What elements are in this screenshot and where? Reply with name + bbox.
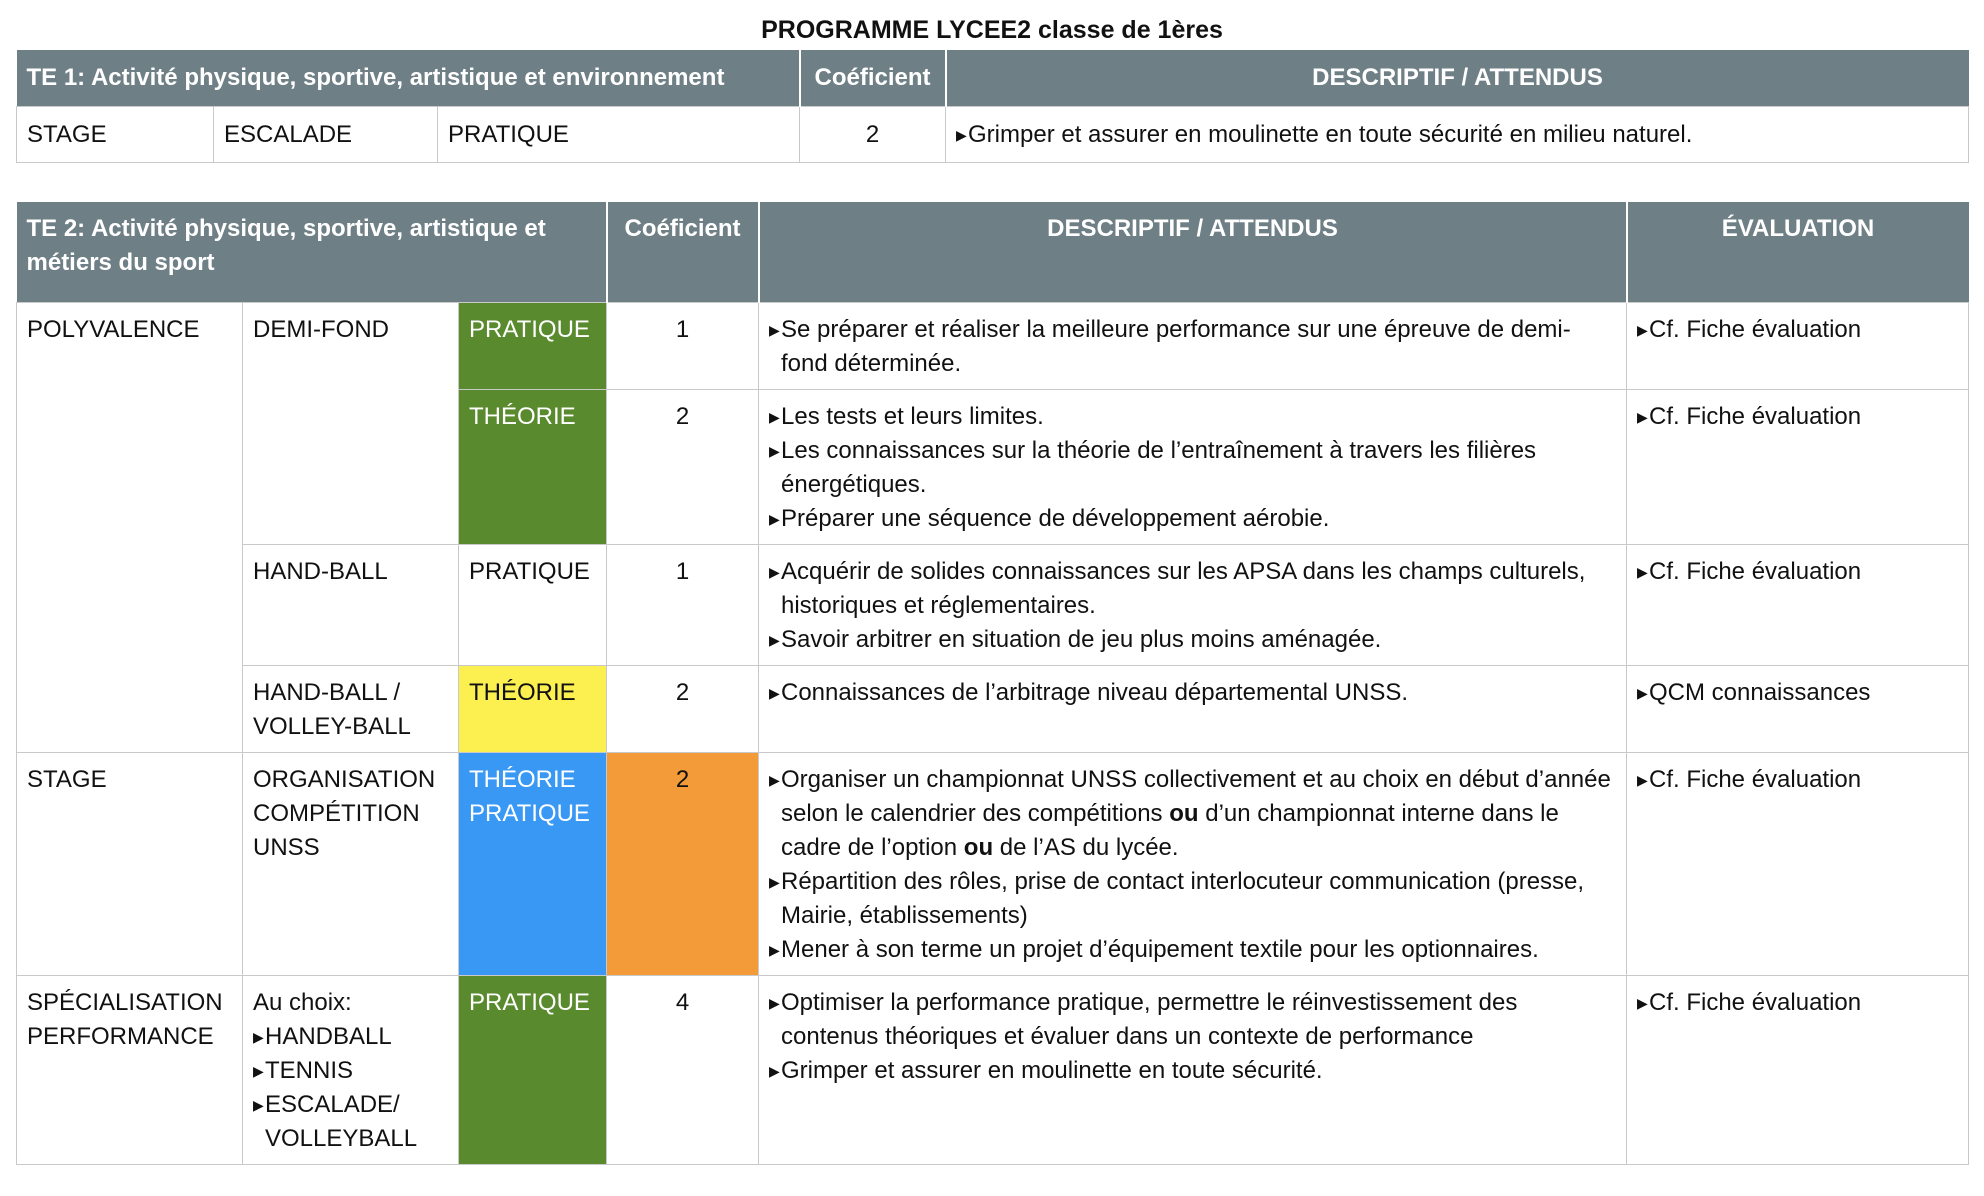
list-item: ▶ QCM connaissances [1637,676,1958,710]
te2-coef-header: Coéficient [607,202,759,303]
list-item: ▶ Optimiser la performance pratique, permettre le réinvestissement des contenus théoriques et évaluer dans un contexte de performance [769,986,1616,1054]
triangle-right-icon: ▶ [253,1097,264,1113]
activity-au-choix [243,976,459,1165]
eval-cell [1627,545,1969,666]
list-item: ▶ Mener à son terme un projet d’équipement textile pour les optionnaires. [769,933,1616,967]
te1-table [16,50,1969,163]
eval-cell [1627,303,1969,390]
te1-desc-header: DESCRIPTIF / ATTENDUS [946,50,1969,107]
list-item: ▶ HANDBALL [253,1020,448,1054]
triangle-right-icon: ▶ [1637,772,1648,788]
eval-cell [1627,390,1969,545]
activity-hand-volley: HAND-BALL / VOLLEY-BALL [243,666,459,753]
table-row [17,303,1969,390]
type-cell [459,753,607,976]
triangle-right-icon: ▶ [769,564,780,580]
triangle-right-icon: ▶ [769,511,780,527]
type-line: PRATIQUE [469,800,590,827]
te1-header-row [17,50,1969,107]
list-item: ▶ Les tests et leurs limites. [769,400,1616,434]
coef-cell: 4 [607,976,759,1165]
triangle-right-icon: ▶ [769,632,780,648]
table-row [17,976,1969,1165]
list-item: ▶ Cf. Fiche évaluation [1637,555,1958,589]
triangle-right-icon: ▶ [1637,409,1648,425]
list-item: ▶ Grimper et assurer en moulinette en toute sécurité en milieu naturel. [956,118,1958,152]
table-row [17,753,1969,976]
te2-table [16,202,1969,1165]
type-line: THÉORIE [469,766,576,793]
te2-desc-header: DESCRIPTIF / ATTENDUS [759,202,1627,303]
desc-cell [759,976,1627,1165]
triangle-right-icon: ▶ [769,443,780,459]
type-cell: PRATIQUE [459,976,607,1165]
eval-cell [1627,753,1969,976]
list-item: ▶ Se préparer et réaliser la meilleure performance sur une épreuve de demi-fond déterminée. [769,313,1616,381]
list-item: ▶ Répartition des rôles, prise de contact interlocuteur communication (presse, Mairie, établissements) [769,865,1616,933]
rich-text: Organiser un championnat UNSS collectivement et au choix en début d’année selon le calendrier des compétitions ou d’un championnat interne dans le cadre de l’option ou de l’AS du lycée. [781,766,1611,861]
te2-header-row [17,202,1969,303]
desc-cell [759,753,1627,976]
type-cell: THÉORIE [459,390,607,545]
list-item: ▶ Acquérir de solides connaissances sur les APSA dans les champs culturels, historiques et réglementaires. [769,555,1616,623]
triangle-right-icon: ▶ [253,1063,264,1079]
list-item: ▶ Cf. Fiche évaluation [1637,313,1958,347]
activity-intro: Au choix: [253,989,352,1016]
list-item: ▶ ESCALADE/ VOLLEYBALL [253,1088,448,1156]
eval-cell [1627,976,1969,1165]
triangle-right-icon: ▶ [769,685,780,701]
triangle-right-icon: ▶ [956,126,967,143]
activity-hand-ball: HAND-BALL [243,545,459,666]
coef-cell: 1 [607,303,759,390]
list-item: ▶ Savoir arbitrer en situation de jeu plus moins aménagée. [769,623,1616,657]
list-item: ▶ Cf. Fiche évaluation [1637,763,1958,797]
list-item [769,763,1616,865]
triangle-right-icon: ▶ [253,1029,264,1045]
table-row [17,666,1969,753]
table-row [17,545,1969,666]
desc-cell [759,545,1627,666]
list-item: ▶ Grimper et assurer en moulinette en toute sécurité. [769,1054,1616,1088]
te1-module-header: TE 1: Activité physique, sportive, artistique et environnement [17,50,800,107]
group-polyvalence: POLYVALENCE [17,303,243,753]
triangle-right-icon: ▶ [1637,564,1648,580]
type-cell: THÉORIE [459,666,607,753]
type-cell: PRATIQUE [459,545,607,666]
eval-cell [1627,666,1969,753]
coef-cell: 2 [607,390,759,545]
activity-organisation: ORGANISATION COMPÉTITION UNSS [243,753,459,976]
desc-cell [759,390,1627,545]
te2-module-header: TE 2: Activité physique, sportive, artistique et métiers du sport [17,202,607,303]
list-item: ▶ Préparer une séquence de développement aérobie. [769,502,1616,536]
list-item: ▶ TENNIS [253,1054,448,1088]
triangle-right-icon: ▶ [769,942,780,958]
triangle-right-icon: ▶ [769,874,780,890]
page-title: PROGRAMME LYCEE2 classe de 1ères [761,16,1223,44]
te1-category: STAGE [17,107,214,163]
list-item: ▶ Les connaissances sur la théorie de l’entraînement à travers les filières énergétiques. [769,434,1616,502]
triangle-right-icon: ▶ [769,409,780,425]
coef-cell: 2 [607,666,759,753]
activity-demi-fond: DEMI-FOND [243,303,459,545]
group-specialisation: SPÉCIALISATION PERFORMANCE [17,976,243,1165]
triangle-right-icon: ▶ [769,322,780,338]
te2-eval-header: ÉVALUATION [1627,202,1969,303]
triangle-right-icon: ▶ [1637,685,1648,701]
group-stage: STAGE [17,753,243,976]
te1-desc [946,107,1969,163]
triangle-right-icon: ▶ [1637,322,1648,338]
type-cell: PRATIQUE [459,303,607,390]
te1-activity: ESCALADE [214,107,438,163]
triangle-right-icon: ▶ [769,772,780,788]
list-item: ▶ Cf. Fiche évaluation [1637,400,1958,434]
triangle-right-icon: ▶ [1637,995,1648,1011]
te1-type: PRATIQUE [438,107,800,163]
te1-coef: 2 [800,107,946,163]
coef-cell: 2 [607,753,759,976]
coef-cell: 1 [607,545,759,666]
desc-cell [759,303,1627,390]
list-item: ▶ Connaissances de l’arbitrage niveau départemental UNSS. [769,676,1616,710]
triangle-right-icon: ▶ [769,1063,780,1079]
triangle-right-icon: ▶ [769,995,780,1011]
table-row [17,107,1969,163]
list-item: ▶ Cf. Fiche évaluation [1637,986,1958,1020]
desc-cell [759,666,1627,753]
te1-coef-header: Coéficient [800,50,946,107]
